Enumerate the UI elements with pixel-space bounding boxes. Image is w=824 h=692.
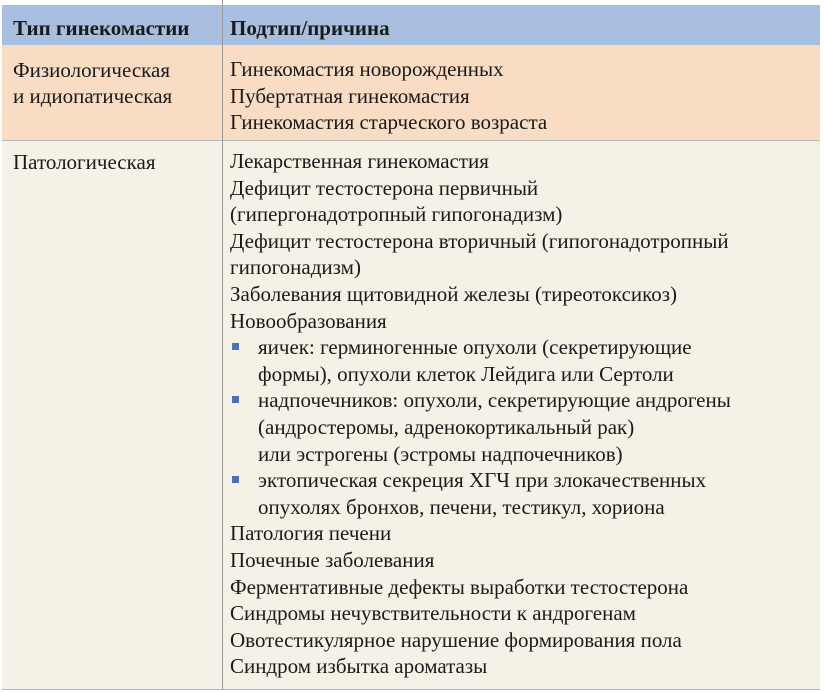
list-item: Почечные заболевания [230, 547, 435, 572]
bullet-continuation: формы), опухоли клеток Лейдига или Сертоли [258, 361, 674, 386]
bullet-text: надпочечников: опухоли, секретирующие андрогены [258, 388, 731, 413]
list-item: Овотестикулярное нарушение формирования пола [230, 627, 682, 652]
bullet-text: эктопическая секреция ХГЧ при злокачественных [258, 468, 707, 493]
header-type: Тип гинекомастии [13, 16, 190, 40]
list-item: Гинекомастия новорожденных [230, 57, 504, 81]
bullet-square-icon [232, 396, 239, 403]
bullet-item [230, 334, 731, 361]
list-item: Ферментативные дефекты выработки тестостерона [230, 574, 689, 599]
list-item: Гинекомастия старческого возраста [230, 110, 548, 134]
list-item: Патология печени [230, 521, 392, 546]
row-type-cell [13, 57, 172, 109]
bullet-continuation: или эстрогены (эстромы надпочечников) [258, 441, 623, 466]
row-subtype-cell [230, 148, 731, 680]
row-type-line: Физиологическая [13, 58, 171, 82]
list-item: Дефицит тестостерона вторичный (гипогонадотропный [230, 228, 729, 253]
row-type-cell [13, 149, 156, 175]
list-item: Синдромы нечувствительности к андрогенам [230, 601, 636, 626]
bullet-continuation: опухолях бронхов, печени, тестикул, хориона [258, 494, 665, 519]
table-row-pathological [2, 141, 820, 690]
bullet-continuation: (андростеромы, адренокортикальный рак) [258, 414, 635, 439]
bullet-square-icon [232, 476, 239, 483]
bullet-item [230, 467, 731, 494]
list-item: Заболевания щитовидной железы (тиреотоксикоз) [230, 281, 678, 306]
row-type-line: Патологическая [13, 150, 156, 174]
table-row-physiological [2, 45, 820, 141]
list-item: Пубертатная гинекомастия [230, 83, 470, 108]
column-divider [222, 0, 223, 690]
list-item: Дефицит тестостерона первичный [230, 175, 539, 200]
gynecomastia-table [2, 0, 820, 690]
list-item: Лекарственная гинекомастия [230, 149, 489, 173]
header-subtype: Подтип/причина [230, 16, 390, 40]
row-type-line: и идиопатическая [13, 84, 173, 108]
bullet-text: яичек: герминогенные опухоли (секретирующие [258, 335, 692, 360]
row-subtype-cell [230, 56, 547, 136]
table-header [2, 5, 820, 45]
list-item: (гипергонадотропный гипогонадизм) [230, 202, 563, 227]
list-item: гипогонадизм) [230, 255, 361, 280]
list-item: Новообразования [230, 308, 387, 333]
bullet-square-icon [232, 343, 239, 350]
list-item: Синдром избытка ароматазы [230, 654, 488, 679]
bullet-item [230, 387, 731, 414]
